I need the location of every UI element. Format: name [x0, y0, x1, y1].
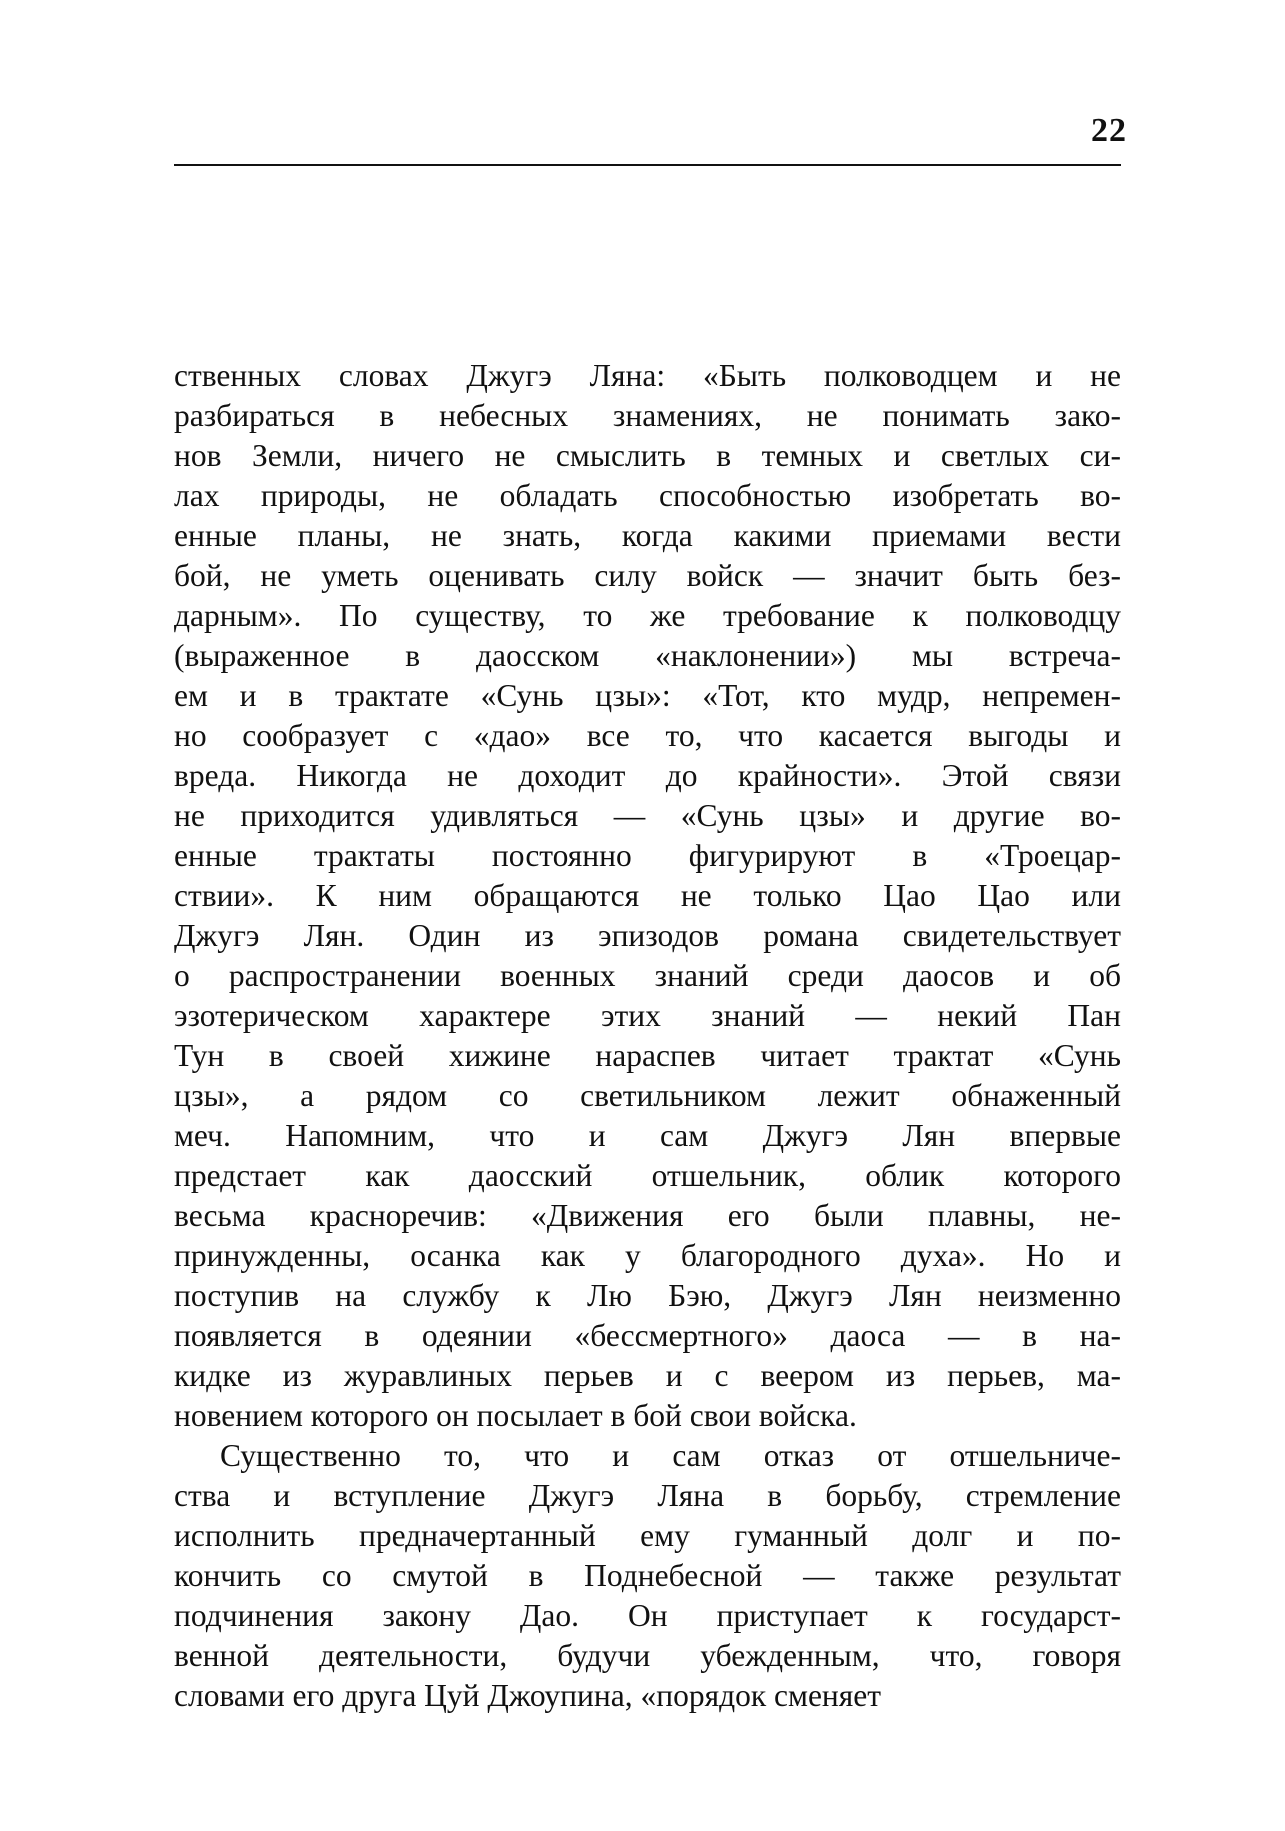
text-line: бой, не уметь оценивать силу войск — значит быть без- — [174, 558, 1121, 593]
text-line: ственных словах Джугэ Ляна: «Быть полководцем и не — [174, 358, 1121, 393]
text-line: венной деятельности, будучи убежденным, что, говоря — [174, 1638, 1121, 1673]
paragraph — [174, 1436, 1121, 1716]
text-line: цзы», а рядом со светильником лежит обнаженный — [174, 1078, 1121, 1113]
text-line: ем и в трактате «Сунь цзы»: «Тот, кто мудр, непремен- — [174, 678, 1121, 713]
text-line: но сообразует с «дао» все то, что касается выгоды и — [174, 718, 1121, 753]
text-line: эзотерическом характере этих знаний — некий Пан — [174, 998, 1121, 1033]
text-line: принужденны, осанка как у благородного духа». Но и — [174, 1238, 1121, 1273]
text-line: ствии». К ним обращаются не только Цао Цао или — [174, 878, 1121, 913]
body-text — [174, 356, 1121, 1716]
text-line: исполнить предначертанный ему гуманный долг и по- — [174, 1518, 1121, 1553]
text-line: дарным». По существу, то же требование к полководцу — [174, 598, 1121, 633]
text-line: предстает как даосский отшельник, облик которого — [174, 1158, 1121, 1193]
text-line: разбираться в небесных знамениях, не понимать зако- — [174, 398, 1121, 433]
text-line: Существенно то, что и сам отказ от отшельниче- — [220, 1438, 1121, 1473]
text-line: поступив на службу к Лю Бэю, Джугэ Лян неизменно — [174, 1278, 1121, 1313]
text-line: меч. Напомним, что и сам Джугэ Лян впервые — [174, 1118, 1121, 1153]
text-line: нов Земли, ничего не смыслить в темных и светлых си- — [174, 438, 1121, 473]
text-line: кидке из журавлиных перьев и с веером из перьев, ма- — [174, 1358, 1121, 1393]
text-line: словами его друга Цуй Джоупина, «порядок сменяет — [174, 1678, 882, 1713]
text-line: весьма красноречив: «Движения его были плавны, не- — [174, 1198, 1121, 1233]
paragraph — [174, 356, 1121, 1436]
page-number: 22 — [1091, 112, 1127, 149]
text-line: енные трактаты постоянно фигурируют в «Троецар- — [174, 838, 1121, 873]
text-line: лах природы, не обладать способностью изобретать во- — [174, 478, 1121, 513]
text-line: появляется в одеянии «бессмертного» даоса — в на- — [174, 1318, 1121, 1353]
text-line: Джугэ Лян. Один из эпизодов романа свидетельствует — [174, 918, 1121, 953]
text-line: (выраженное в даосском «наклонении») мы встреча- — [174, 638, 1121, 673]
text-line: новением которого он посылает в бой свои войска. — [174, 1398, 857, 1433]
text-line: ства и вступление Джугэ Ляна в борьбу, стремление — [174, 1478, 1121, 1513]
text-line: Тун в своей хижине нараспев читает трактат «Сунь — [174, 1038, 1121, 1073]
text-line: не приходится удивляться — «Сунь цзы» и другие во- — [174, 798, 1121, 833]
header-rule — [174, 164, 1121, 166]
text-line: вреда. Никогда не доходит до крайности». Этой связи — [174, 758, 1121, 793]
text-line: кончить со смутой в Поднебесной — также результат — [174, 1558, 1121, 1593]
text-line: подчинения закону Дао. Он приступает к государст- — [174, 1598, 1121, 1633]
text-line: енные планы, не знать, когда какими приемами вести — [174, 518, 1121, 553]
text-line: о распространении военных знаний среди даосов и об — [174, 958, 1121, 993]
